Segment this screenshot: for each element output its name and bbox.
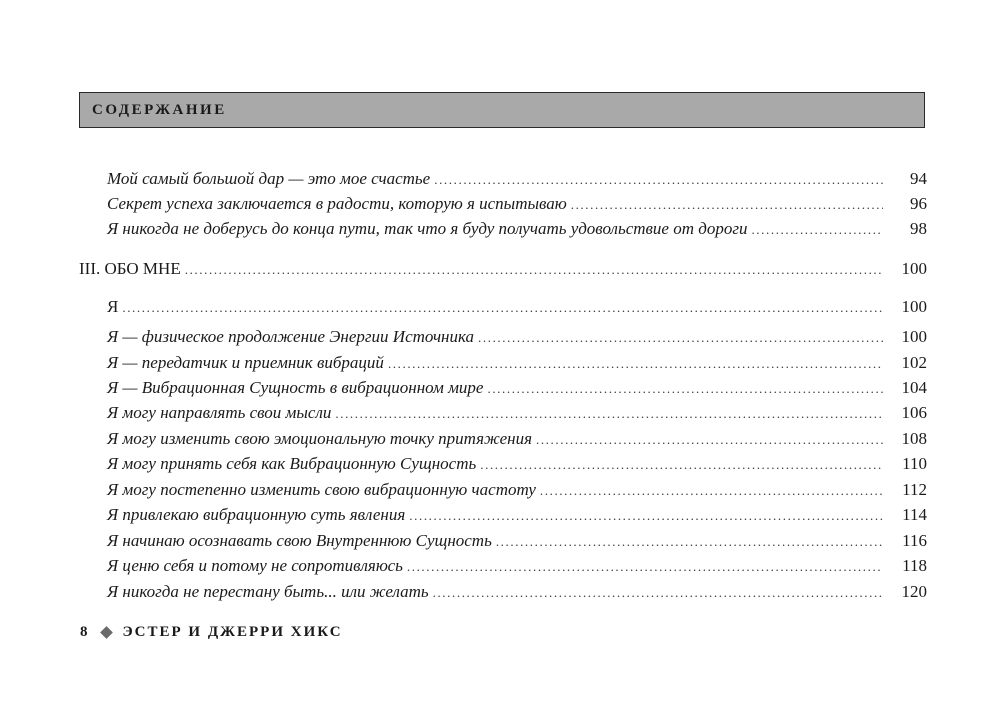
toc-entry-page: 108: [901, 429, 927, 448]
toc-entry[interactable]: [107, 478, 927, 502]
dot-leader: [540, 479, 883, 503]
toc-entry-page: 100: [901, 327, 927, 346]
toc-entry[interactable]: [107, 167, 927, 191]
toc-entry-page: 94: [910, 169, 927, 188]
toc-entry-page: 96: [910, 194, 927, 213]
toc-entry-page: 116: [902, 531, 927, 550]
toc-entry[interactable]: [107, 554, 927, 578]
dot-leader: [185, 258, 883, 282]
toc-entry[interactable]: [107, 351, 927, 375]
toc-entry-page: 120: [901, 582, 927, 601]
dot-leader: [122, 296, 883, 320]
dot-leader: [478, 326, 883, 350]
toc-entry-title: Секрет успеха заключается в радости, которую я испытываю: [107, 194, 567, 213]
toc-entry-title: Я привлекаю вибрационную суть явления: [107, 505, 406, 524]
toc-entry-title: Я — передатчик и приемник вибраций: [107, 353, 384, 372]
toc-entry-title: Я: [107, 297, 119, 316]
toc-entry[interactable]: [107, 376, 927, 400]
dot-leader: [409, 504, 883, 528]
toc-entry-page: 110: [902, 454, 927, 473]
toc-entry-page: 100: [901, 297, 927, 316]
toc-entry-title: Я могу изменить свою эмоциональную точку притяжения: [107, 429, 532, 448]
toc-entry[interactable]: [107, 192, 927, 216]
toc-entry-title: Мой самый большой дар — это мое счастье: [107, 169, 431, 188]
dot-leader: [335, 402, 883, 426]
dot-leader: [487, 377, 883, 401]
dot-leader: [434, 168, 883, 192]
dot-leader: [433, 581, 883, 605]
toc-entry-page: 104: [901, 378, 927, 397]
toc-entry-title: Я начинаю осознавать свою Внутреннюю Сущность: [107, 531, 492, 550]
toc-entry[interactable]: [107, 401, 927, 425]
toc-entry-page: 106: [901, 403, 927, 422]
dot-leader: [388, 352, 883, 376]
footer-author: ЭСТЕР И ДЖЕРРИ ХИКС: [122, 624, 343, 640]
toc-entry-title: Я могу принять себя как Вибрационную Сущность: [107, 454, 477, 473]
toc-entry[interactable]: [107, 580, 927, 604]
toc-entry-page: 114: [902, 505, 927, 524]
page-footer: [80, 624, 343, 641]
toc-entry[interactable]: [107, 503, 927, 527]
toc-entry[interactable]: [107, 452, 927, 476]
toc-entry[interactable]: [107, 529, 927, 553]
toc-entry-title: Я — физическое продолжение Энергии Источника: [107, 327, 475, 346]
toc-entry[interactable]: [107, 295, 927, 319]
toc-entry-page: 102: [901, 353, 927, 372]
dot-leader: [480, 453, 883, 477]
toc-section-heading[interactable]: [79, 257, 927, 281]
toc-entry-page: 112: [902, 480, 927, 499]
toc-entry-title: Я — Вибрационная Сущность в вибрационном мире: [107, 378, 484, 397]
toc-entry-title: Я никогда не доберусь до конца пути, так что я буду получать удовольствие от дороги: [107, 219, 748, 238]
dot-leader: [751, 218, 883, 242]
dot-leader: [407, 555, 883, 579]
toc-entry-title: Я могу постепенно изменить свою вибрационную частоту: [107, 480, 536, 499]
toc-entry-title: Я могу направлять свои мысли: [107, 403, 332, 422]
dot-leader: [571, 193, 883, 217]
toc-entry-title: Я никогда не перестану быть... или желать: [107, 582, 429, 601]
toc-entry-title: Я ценю себя и потому не сопротивляюсь: [107, 556, 403, 575]
dot-leader: [536, 428, 883, 452]
toc-section-title: III. ОБО МНЕ: [79, 259, 181, 278]
toc-entry-page: 118: [902, 556, 927, 575]
toc-entry[interactable]: [107, 217, 927, 241]
toc-entry-page: 98: [910, 219, 927, 238]
toc-entry[interactable]: [107, 325, 927, 349]
dot-leader: [496, 530, 883, 554]
toc-entry-page: 100: [901, 259, 927, 278]
footer-page-number: 8: [80, 624, 90, 640]
page-title: СОДЕРЖАНИЕ: [92, 102, 227, 118]
diamond-separator-icon: [100, 626, 113, 639]
section-header-bar: [79, 92, 925, 128]
toc-entry[interactable]: [107, 427, 927, 451]
